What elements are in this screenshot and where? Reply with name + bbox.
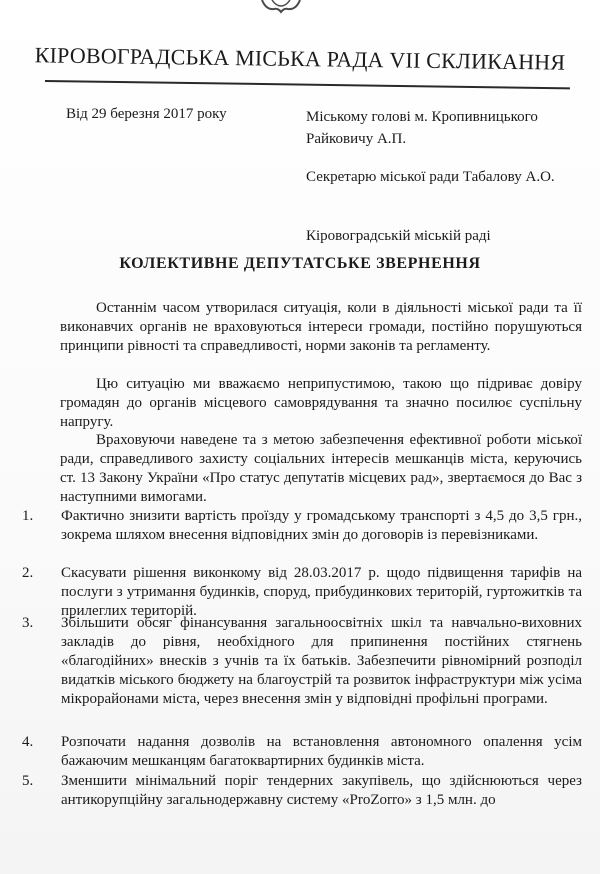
council-heading: КІРОВОГРАДСЬКА МІСЬКА РАДА VII СКЛИКАННЯ <box>34 42 566 75</box>
paragraph-intro <box>60 299 582 356</box>
recipient-mayor: Міському голові м. Кропивницького Райковичу А.П. <box>306 109 538 147</box>
coat-of-arms-emblem <box>258 0 304 14</box>
demand-text: Скасувати рішення виконкому від 28.03.2017 р. щодо підвищення тарифів на послуги з утримання будинків, споруд, прибудинкових територій, гуртожитків та прилеглих територій. <box>61 565 582 619</box>
paragraph-intro-text: Останнім часом утворилася ситуація, коли в діяльності міської ради та її виконавчих органів не враховуються інтереси громади, постійно порушуються принципи рівності та справедливості, норми законів та регламенту. <box>60 300 582 354</box>
paragraph-assessment-text: Цю ситуацію ми вважаємо неприпустимою, такою що підриває довіру громадян до органів місцевого самоврядування та значно посилює суспільну напругу. <box>60 376 582 430</box>
demand-number: 3. <box>22 615 34 631</box>
paragraph-basis <box>60 431 582 507</box>
paragraph-assessment <box>60 375 582 432</box>
demand-item <box>22 614 582 709</box>
recipient-secretary: Секретарю міської ради Табалову А.О. <box>306 169 555 185</box>
demand-text: Зменшити мінімальний поріг тендерних закупівель, що здійснюються через антикорупційну загальнодержавну систему «ProZorro» з 1,5 млн. до <box>61 773 582 808</box>
document-date: Від 29 березня 2017 року <box>66 106 227 122</box>
demand-item <box>22 564 582 621</box>
document-title: КОЛЕКТИВНЕ ДЕПУТАТСЬКЕ ЗВЕРНЕННЯ <box>119 255 481 272</box>
demand-text: Збільшити обсяг фінансування загальноосвітніх шкіл та навчально-виховних закладів до рівня, необхідного для припинення постійних стягнень «благодійних» внесків з учнів та їх батьків. Забезпечити рівномірний розподіл видатків міського бюджету на благоустрій та розвиток інфраструктури між усіма мікрорайонами міста, через внесення змін у відповідні профільні програми. <box>61 615 582 707</box>
demand-text: Розпочати надання дозволів на встановлення автономного опалення усім бажаючим мешканцям багатоквартирних будинків міста. <box>61 734 582 769</box>
demand-text: Фактично знизити вартість проїзду у громадському транспорті з 4,5 до 3,5 грн., зокрема шляхом внесення відповідних змін до договорів із перевізниками. <box>61 508 582 543</box>
demand-item <box>22 733 582 771</box>
recipient-council: Кіровоградській міській раді <box>306 228 491 244</box>
demand-item <box>22 772 582 810</box>
demand-item <box>22 507 582 545</box>
header-divider <box>45 80 570 89</box>
paragraph-basis-text: Враховуючи наведене та з метою забезпечення ефективної роботи міської ради, справедливого захисту соціальних інтересів мешканців міста, керуючись ст. 13 Закону України «Про статус депутатів місцевих рад», звертаємося до Вас з наступними вимогами. <box>60 432 582 505</box>
demand-number: 2. <box>22 565 34 581</box>
demand-number: 5. <box>22 773 34 789</box>
demand-number: 4. <box>22 734 34 750</box>
demand-number: 1. <box>22 508 34 524</box>
